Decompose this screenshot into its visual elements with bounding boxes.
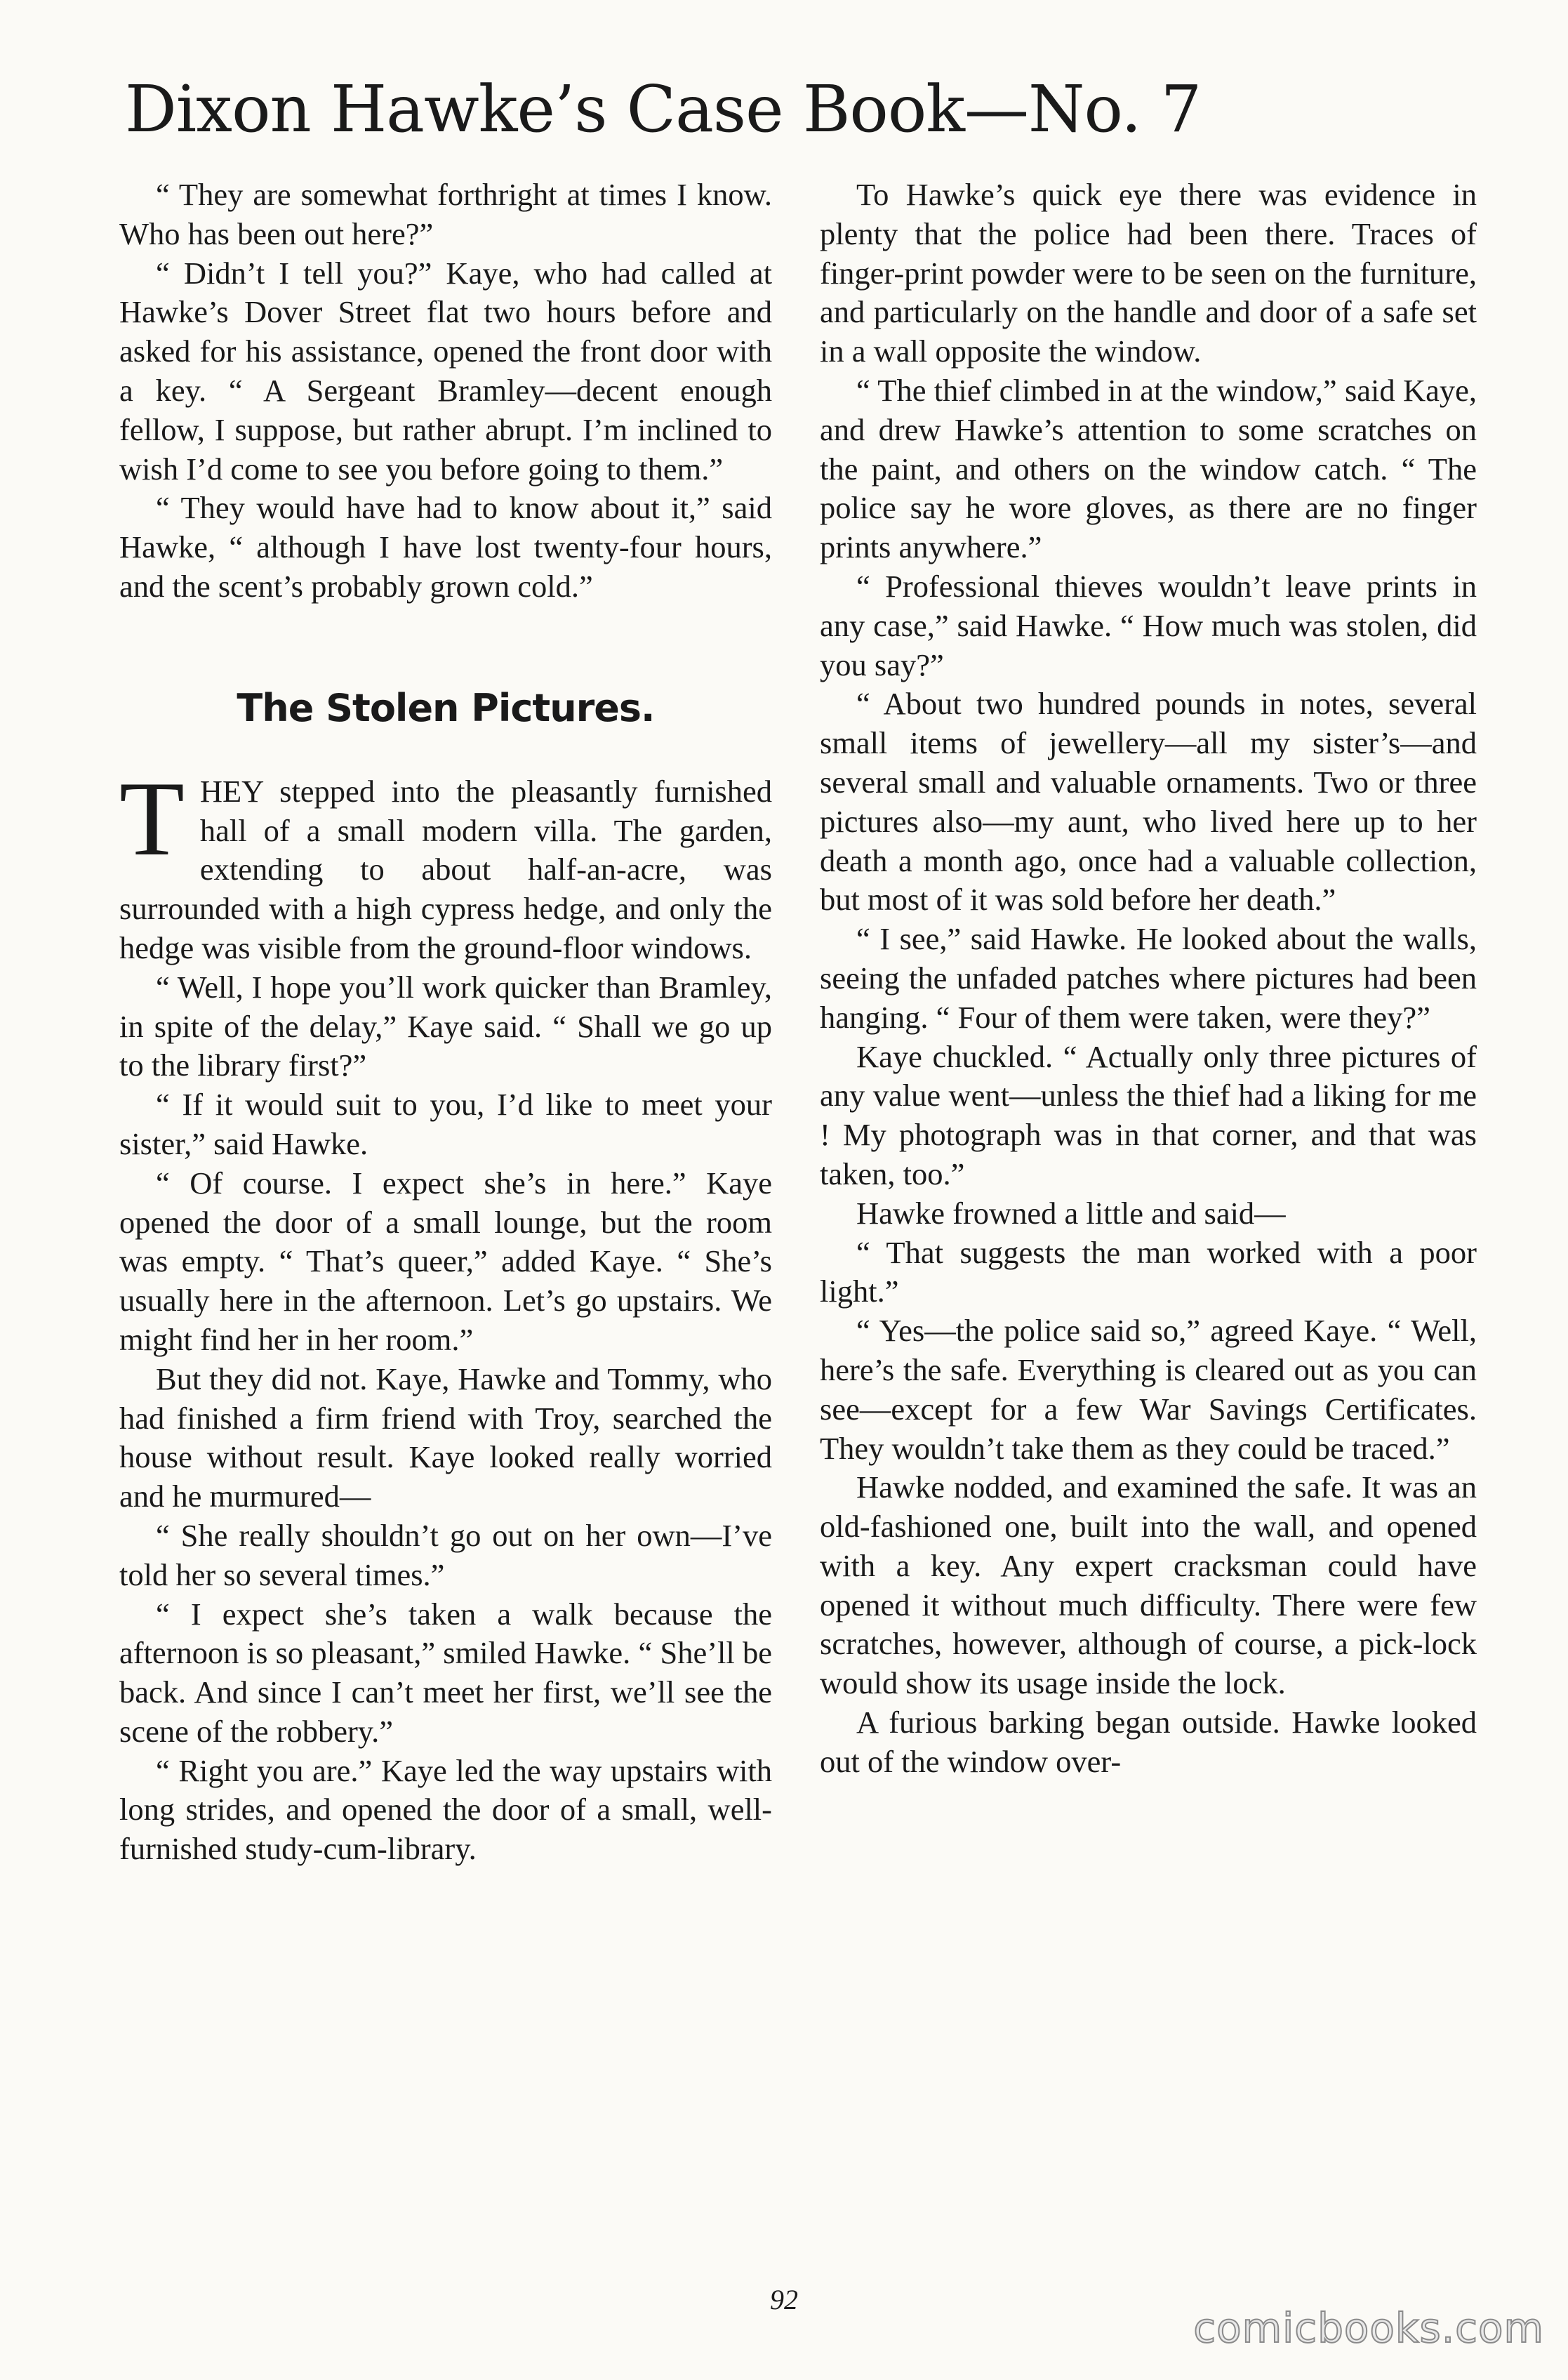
dropcap-paragraph-text: HEY stepped into the pleasantly furnished hall of a small modern villa. The garden, extending to about half-an-acre, was surrounded with a high cypress hedge, and only the hedge was visible from the ground-floor windows. — [119, 773, 772, 965]
paragraph: “ I see,” said Hawke. He looked about the walls, seeing the unfaded patches where pictures had been hanging. “ Four of them were taken, were they?” — [820, 921, 1477, 1035]
right-column — [820, 176, 1477, 1782]
paragraph: “ The thief climbed in at the window,” said Kaye, and drew Hawke’s attention to some scratches on the paint, and others on the window catch. “ The police say he wore gloves, as there are no finger prints anywhere.” — [820, 372, 1477, 565]
drop-cap: T — [119, 759, 185, 878]
paragraph: But they did not. Kaye, Hawke and Tommy, who had finished a firm friend with Troy, searched the house without result. Kaye looked really worried and he murmured— — [119, 1361, 772, 1514]
paragraph: Hawke frowned a little and said— — [856, 1195, 1286, 1231]
paragraph: “ They would have had to know about it,” said Hawke, “ although I have lost twenty-four hours, and the scent’s probably grown cold.” — [119, 490, 772, 604]
paragraph: “ That suggests the man worked with a poor light.” — [820, 1234, 1477, 1309]
section-heading: The Stolen Pictures. — [237, 685, 655, 730]
paragraph: “ They are somewhat forthright at times I know. Who has been out here?” — [119, 177, 772, 251]
paragraph: Hawke nodded, and examined the safe. It was an old-fashioned one, built into the wall, and opened with a key. Any expert cracksman could have opened it without much difficulty. There were few scratches, however, although of course, a pick-lock would show its usage inside the lock. — [820, 1469, 1477, 1701]
paragraph: “ Right you are.” Kaye led the way upstairs with long strides, and opened the door of a small, well-furnished study-cum-library. — [119, 1752, 772, 1867]
page-title: Dixon Hawke’s Case Book—No. 7 — [125, 72, 1202, 147]
dropcap-paragraph — [119, 759, 772, 968]
paragraph: “ Professional thieves wouldn’t leave prints in any case,” said Hawke. “ How much was stolen, did you say?” — [820, 568, 1477, 682]
paragraph: “ Yes—the police said so,” agreed Kaye. “ Well, here’s the safe. Everything is cleared out as you can see—except for a few War Savings Certificates. They wouldn’t take them as they could be traced.” — [820, 1313, 1477, 1466]
watermark: comicbooks.com — [1193, 2304, 1544, 2352]
paragraph: To Hawke’s quick eye there was evidence in plenty that the police had been there. Traces of finger-print powder were to be seen on the furniture, and particularly on the handle and door of a safe set in a wall opposite the window. — [820, 177, 1477, 369]
paragraph: “ She really shouldn’t go out on her own—I’ve told her so several times.” — [119, 1517, 772, 1592]
page-number: 92 — [770, 2284, 798, 2315]
paragraph: A furious barking began outside. Hawke looked out of the window over- — [820, 1705, 1477, 1779]
paragraph: “ Of course. I expect she’s in here.” Kaye opened the door of a small lounge, but the room was empty. “ That’s queer,” added Kaye. “ She’s usually here in the afternoon. Let’s go upstairs. We might find her in her room.” — [119, 1165, 772, 1357]
paragraph: “ Well, I hope you’ll work quicker than Bramley, in spite of the delay,” Kaye said. “ Shall we go up to the library first?” — [119, 969, 772, 1083]
paragraph: “ If it would suit to you, I’d like to meet your sister,” said Hawke. — [119, 1087, 772, 1161]
paragraph: Kaye chuckled. “ Actually only three pictures of any value went—unless the thief had a liking for me ! My photograph was in that corner, and that was taken, too.” — [820, 1038, 1477, 1191]
paragraph: “ Didn’t I tell you?” Kaye, who had called at Hawke’s Dover Street flat two hours before and asked for his assistance, opened the front door with a key. “ A Sergeant Bramley—decent enough fellow, I suppose, but rather abrupt. I’m inclined to wish I’d come to see you before going to them.” — [119, 255, 772, 487]
paragraph: “ I expect she’s taken a walk because the afternoon is so pleasant,” smiled Hawke. “ She’ll be back. And since I can’t meet her first, we’ll see the scene of the robbery.” — [119, 1596, 772, 1749]
paragraph: “ About two hundred pounds in notes, several small items of jewellery—all my sister’s—and several small and valuable ornaments. Two or three pictures also—my aunt, who lived here up to her death a month ago, once had a valuable collection, but most of it was sold before her death.” — [820, 686, 1477, 918]
left-column — [119, 176, 772, 1869]
